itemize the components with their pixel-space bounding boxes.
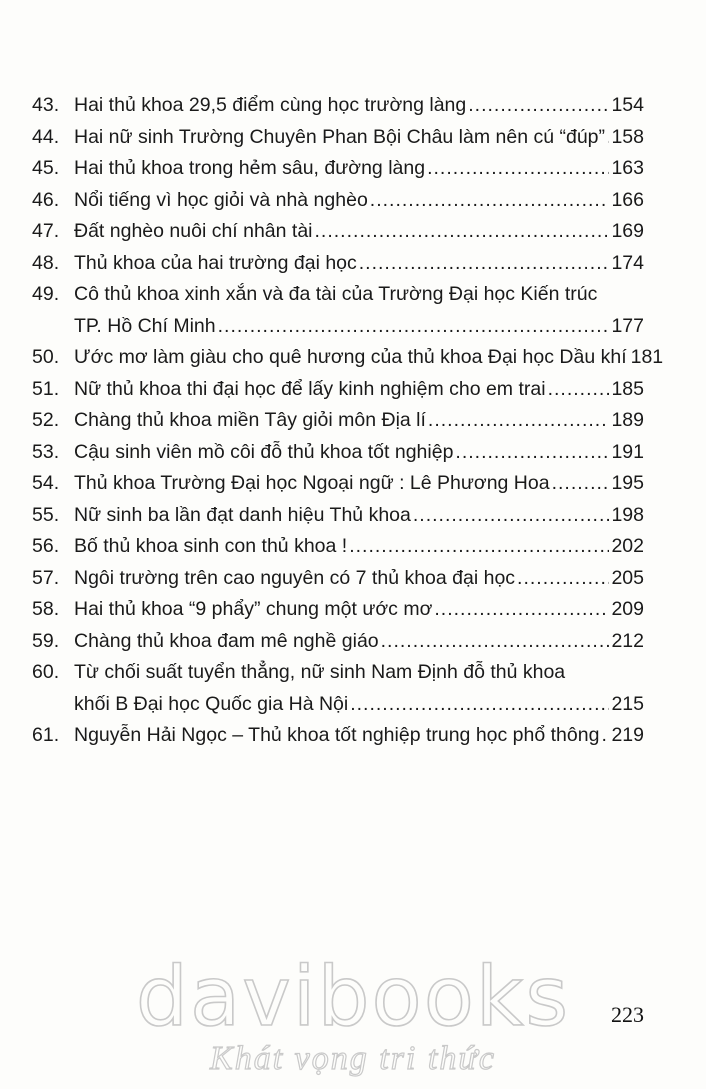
toc-entry-page: 181	[630, 346, 664, 368]
toc-entry-title: Cô thủ khoa xinh xắn và đa tài của Trường Đại học Kiến trúc	[74, 283, 598, 305]
toc-entry-page: 205	[611, 566, 644, 589]
toc-entry-page: 185	[611, 377, 644, 400]
toc-entry-title: Nữ sinh ba lần đạt danh hiệu Thủ khoa	[74, 503, 411, 526]
toc-entry-line	[32, 122, 644, 154]
toc-entry-line	[32, 153, 644, 185]
toc-entry-number: 43.	[32, 94, 60, 116]
toc-entry-page: 202	[611, 535, 644, 557]
toc-entry-number: 45.	[32, 157, 60, 179]
toc-entry-title: Bố thủ khoa sinh con thủ khoa !	[74, 535, 348, 557]
toc-entry	[32, 122, 644, 154]
toc-entry-continuation	[32, 311, 644, 343]
toc-entry	[32, 374, 644, 406]
toc-entry-number: 58.	[32, 598, 60, 620]
toc-entry-title: Từ chối suất tuyển thẳng, nữ sinh Nam Định đỗ thủ khoa	[74, 661, 566, 683]
toc-entry-number: 48.	[32, 251, 60, 274]
toc-entry	[32, 626, 644, 658]
toc-dot-leader	[315, 216, 610, 248]
toc-entry-title: Cậu sinh viên mồ côi đỗ thủ khoa tốt nghiệp	[74, 440, 454, 463]
toc-entry-title: Thủ khoa Trường Đại học Ngoại ngữ : Lê Phương Hoa	[74, 472, 550, 494]
toc-entry-line	[32, 374, 644, 406]
toc-dot-leader	[468, 90, 609, 122]
toc-dot-leader	[428, 405, 610, 437]
toc-entry-title: Ngôi trường trên cao nguyên có 7 thủ khoa đại học	[74, 566, 516, 589]
toc-entry	[32, 657, 644, 720]
toc-entry-page: 219	[611, 724, 644, 746]
toc-entry-title: Nổi tiếng vì học giỏi và nhà nghèo	[74, 188, 368, 211]
toc-entry-number: 52.	[32, 409, 60, 431]
toc-entry-page: 198	[611, 503, 644, 526]
watermark-logo: davibooks	[135, 950, 571, 1045]
toc-entry-title: Hai thủ khoa 29,5 điểm cùng học trường làng	[74, 94, 467, 116]
toc-entry-line	[32, 437, 644, 469]
toc-entry-page: 215	[611, 692, 644, 715]
toc-entry	[32, 342, 664, 374]
toc-entry-line	[32, 626, 644, 658]
toc-entry	[32, 531, 644, 563]
table-of-contents	[32, 90, 664, 752]
toc-dot-leader	[370, 185, 610, 217]
toc-entry-title: Hai thủ khoa trong hẻm sâu, đường làng	[74, 157, 426, 179]
toc-entry-title: Nguyễn Hải Ngọc – Thủ khoa tốt nghiệp trung học phổ thông	[74, 724, 600, 746]
toc-entry-page: 195	[611, 472, 644, 494]
toc-dot-leader	[381, 626, 610, 658]
toc-entry-title: Đất nghèo nuôi chí nhân tài	[74, 220, 313, 242]
toc-dot-leader	[455, 437, 609, 469]
watermark-slogan: Khát vọng tri thức	[210, 1040, 496, 1077]
toc-dot-leader	[218, 311, 610, 343]
toc-entry-line	[32, 500, 644, 532]
toc-dot-leader	[349, 531, 609, 563]
toc-entry-title: khối B Đại học Quốc gia Hà Nội	[74, 692, 349, 715]
toc-entry-number: 59.	[32, 629, 60, 652]
toc-entry-number: 46.	[32, 188, 60, 211]
toc-dot-leader	[413, 500, 610, 532]
toc-entry	[32, 563, 644, 595]
toc-entry-page: 209	[611, 598, 644, 620]
toc-entry-number: 60.	[32, 661, 60, 683]
toc-entry-title: Thủ khoa của hai trường đại học	[74, 251, 357, 274]
toc-entry-line	[32, 468, 644, 500]
toc-dot-leader	[601, 720, 609, 752]
toc-entry-title: Nữ thủ khoa thi đại học để lấy kinh nghiệm cho em trai	[74, 377, 546, 400]
toc-entry-number: 49.	[32, 283, 60, 305]
toc-dot-leader	[434, 594, 609, 626]
toc-entry	[32, 594, 644, 626]
toc-entry-line	[32, 531, 644, 563]
toc-entry-line	[32, 216, 644, 248]
toc-entry-number: 53.	[32, 440, 60, 463]
toc-entry-page: 191	[611, 440, 644, 463]
toc-entry-line	[32, 563, 644, 595]
toc-entry	[32, 437, 644, 469]
toc-entry-number: 47.	[32, 220, 60, 242]
toc-entry-number: 50.	[32, 346, 60, 368]
toc-entry-title: Ước mơ làm giàu cho quê hương của thủ khoa Đại học Dầu khí	[74, 346, 627, 368]
toc-entry-continuation	[32, 689, 644, 721]
toc-entry	[32, 720, 644, 752]
toc-entry-line	[32, 248, 644, 280]
toc-entry-line	[32, 405, 644, 437]
toc-entry	[32, 216, 644, 248]
toc-entry-line	[32, 342, 664, 374]
toc-entry-line	[32, 720, 644, 752]
toc-entry-number: 56.	[32, 535, 60, 557]
toc-entry-page: 174	[611, 251, 644, 274]
toc-entry-line	[32, 90, 644, 122]
toc-entry	[32, 500, 644, 532]
toc-entry-title: TP. Hồ Chí Minh	[74, 314, 216, 337]
toc-entry-number: 61.	[32, 724, 60, 746]
toc-entry	[32, 468, 644, 500]
toc-entry-title: Hai thủ khoa “9 phẩy” chung một ước mơ	[74, 598, 433, 620]
toc-entry-page: 158	[611, 125, 644, 148]
toc-entry-line	[32, 279, 644, 311]
toc-entry	[32, 279, 644, 342]
toc-dot-leader	[517, 563, 609, 595]
toc-entry-title: Chàng thủ khoa đam mê nghề giáo	[74, 629, 379, 652]
toc-entry-line	[32, 594, 644, 626]
page-number: 223	[611, 1002, 644, 1027]
toc-dot-leader	[350, 689, 609, 721]
toc-entry	[32, 90, 644, 122]
toc-entry-page: 163	[611, 157, 644, 179]
toc-dot-leader	[552, 468, 610, 500]
toc-dot-leader	[548, 374, 610, 406]
toc-entry	[32, 248, 644, 280]
toc-dot-leader	[607, 122, 609, 154]
toc-entry	[32, 185, 644, 217]
toc-entry-page: 166	[611, 188, 644, 211]
toc-entry-page: 177	[611, 314, 644, 337]
toc-entry-page: 169	[611, 220, 644, 242]
toc-entry-line	[32, 657, 644, 689]
toc-entry-number: 51.	[32, 377, 60, 400]
toc-entry-page: 212	[611, 629, 644, 652]
toc-dot-leader	[427, 153, 609, 185]
toc-entry	[32, 405, 644, 437]
toc-entry-number: 55.	[32, 503, 60, 526]
toc-entry-line	[32, 185, 644, 217]
toc-entry-page: 189	[611, 409, 644, 431]
toc-entry-number: 57.	[32, 566, 60, 589]
toc-entry-title: Chàng thủ khoa miền Tây giỏi môn Địa lí	[74, 409, 426, 431]
toc-dot-leader	[359, 248, 610, 280]
toc-entry-page: 154	[611, 94, 644, 116]
toc-entry	[32, 153, 644, 185]
toc-entry-number: 44.	[32, 125, 60, 148]
toc-entry-title: Hai nữ sinh Trường Chuyên Phan Bội Châu làm nên cú “đúp”	[74, 125, 606, 148]
toc-entry-number: 54.	[32, 472, 60, 494]
